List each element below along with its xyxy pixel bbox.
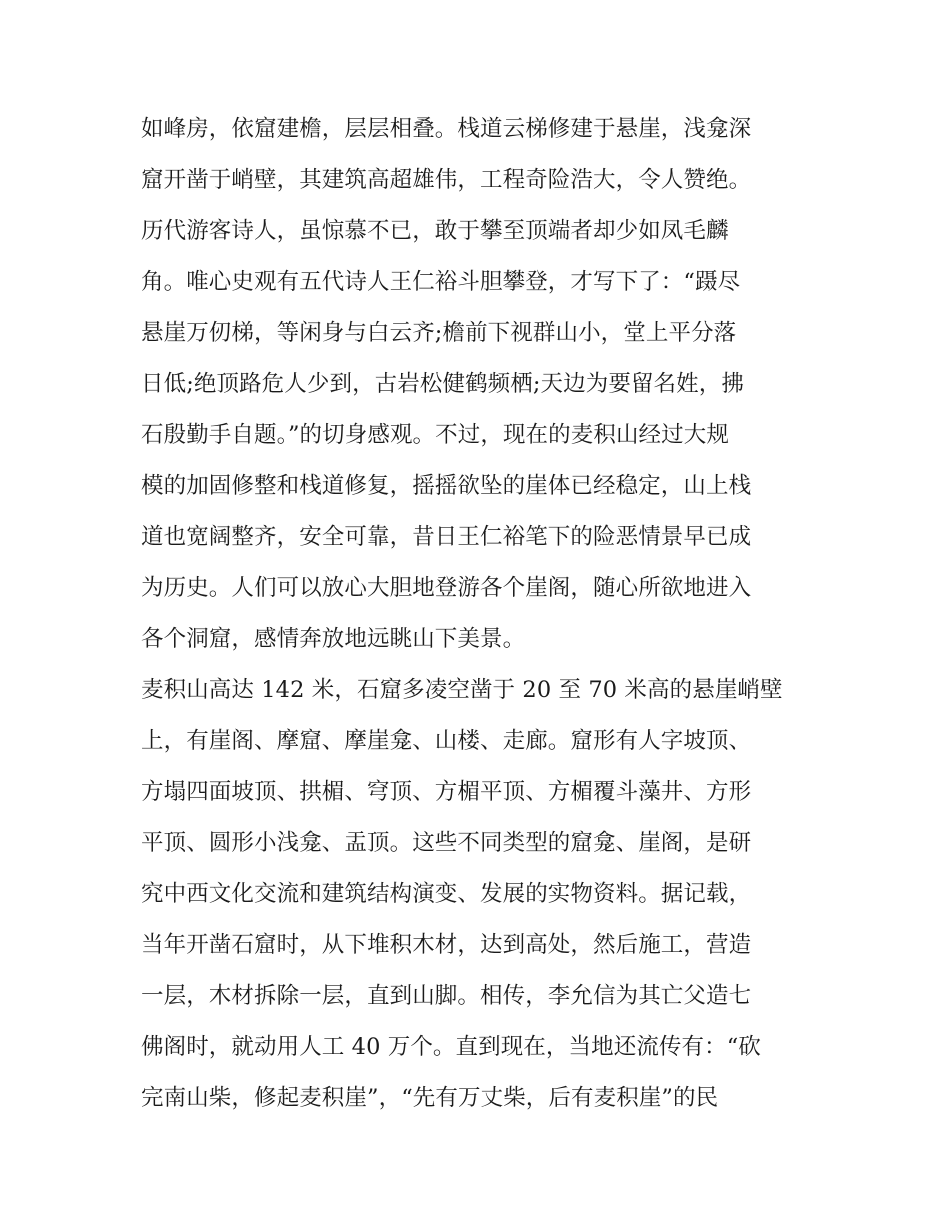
paragraph-1 <box>141 104 821 665</box>
document-page <box>141 104 821 1124</box>
text-line: 当年开凿石窟时，从下堆积木材，达到高处，然后施工，营造 <box>141 932 752 958</box>
text-line: 如峰房，依窟建檐，层层相叠。栈道云梯修建于悬崖，浅龛深 <box>141 116 752 142</box>
paragraph-2 <box>141 665 821 1124</box>
text-line: 麦积山高达 142 米，石窟多凌空凿于 20 至 70 米高的悬崖峭壁 <box>141 677 783 703</box>
text-line: 一层，木材拆除一层，直到山脚。相传，李允信为其亡父造七 <box>141 983 752 1009</box>
text-line: 各个洞窟，感情奔放地远眺山下美景。 <box>141 626 526 652</box>
text-line: 佛阁时，就动用人工 40 万个。直到现在，当地还流传有：“砍 <box>141 1034 761 1060</box>
text-line: 上，有崖阁、摩窟、摩崖龛、山楼、走廊。窟形有人字坡顶、 <box>141 728 752 754</box>
text-line: 窟开凿于峭壁，其建筑高超雄伟，工程奇险浩大，令人赞绝。 <box>141 167 752 193</box>
text-line: 道也宽阔整齐，安全可靠，昔日王仁裕笔下的险恶情景早已成 <box>141 524 752 550</box>
text-line: 角。唯心史观有五代诗人王仁裕斗胆攀登，才写下了：“蹑尽 <box>141 269 741 295</box>
text-line: 为历史。人们可以放心大胆地登游各个崖阁，随心所欲地进入 <box>141 575 752 601</box>
text-line: 究中西文化交流和建筑结构演变、发展的实物资料。据记载， <box>141 881 752 907</box>
text-line: 历代游客诗人，虽惊慕不已，敢于攀至顶端者却少如凤毛麟 <box>141 218 729 244</box>
text-line: 完南山柴，修起麦积崖”，“先有万丈柴，后有麦积崖”的民 <box>141 1085 719 1111</box>
text-line: 平顶、圆形小浅龛、盂顶。这些不同类型的窟龛、崖阁，是研 <box>141 830 752 856</box>
text-line: 方塌四面坡顶、拱楣、穹顶、方楣平顶、方楣覆斗藻井、方形 <box>141 779 752 805</box>
text-line: 悬崖万仞梯，等闲身与白云齐;檐前下视群山小，堂上平分落 <box>141 320 737 346</box>
text-line: 石殷勤手自题。”的切身感观。不过，现在的麦积山经过大规 <box>141 422 729 448</box>
text-line: 日低;绝顶路危人少到，古岩松健鹤频栖;天边为要留名姓，拂 <box>141 371 744 397</box>
text-line: 模的加固修整和栈道修复，摇摇欲坠的崖体已经稳定，山上栈 <box>141 473 752 499</box>
